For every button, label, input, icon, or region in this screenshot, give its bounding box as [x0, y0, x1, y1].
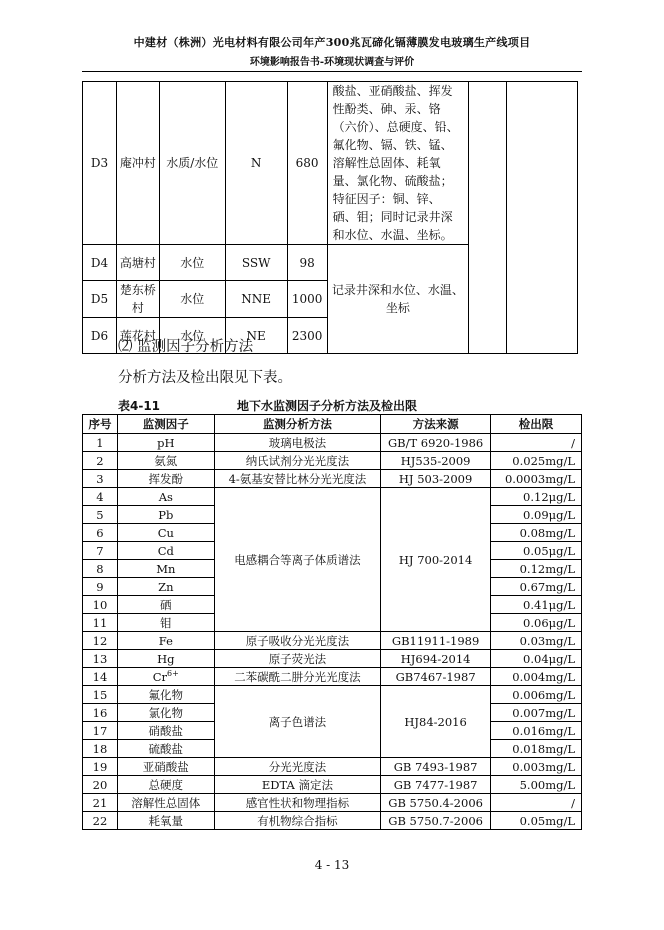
monitor-factor [117, 686, 214, 704]
analysis-method: 二苯碳酰二肼分光光度法 [214, 668, 381, 686]
header-project-title: 中建材（株洲）光电材料有限公司年产300兆瓦碲化镉薄膜发电玻璃生产线项目 [133, 36, 531, 49]
factor-label: 硫酸盐 [148, 741, 184, 756]
monitor-factor [117, 794, 214, 812]
table-row [83, 794, 582, 812]
factor-label: 氨氮 [154, 453, 178, 468]
monitor-factor [117, 650, 214, 668]
distance: 98 [287, 245, 327, 281]
table-body [83, 434, 582, 830]
factor-label: Pb [158, 507, 174, 522]
monitor-factor [117, 488, 214, 506]
factor-label: 氯化物 [148, 705, 184, 720]
detection-limit: 0.12mg/L [491, 560, 582, 578]
factor-superscript: 6+ [167, 669, 179, 679]
table-row [83, 650, 582, 668]
table-row [83, 82, 578, 245]
table-row [83, 668, 582, 686]
factor-label: Fe [158, 633, 173, 648]
method-source: GB 5750.7-2006 [381, 812, 491, 830]
factor-label: 钼 [160, 615, 172, 630]
row-number: 5 [83, 506, 118, 524]
method-source: GB/T 6920-1986 [381, 434, 491, 452]
method-source: HJ694-2014 [381, 650, 491, 668]
row-number: 14 [83, 668, 118, 686]
monitor-factor [117, 758, 214, 776]
row-number: 19 [83, 758, 118, 776]
analysis-method: 玻璃电极法 [214, 434, 381, 452]
analysis-method: 有机物综合指标 [214, 812, 381, 830]
direction: NNE [225, 281, 287, 318]
row-number: 11 [83, 614, 118, 632]
method-source: GB11911-1989 [381, 632, 491, 650]
monitor-factor [117, 776, 214, 794]
point-id: D6 [83, 318, 117, 354]
factor-label: 耗氧量 [148, 813, 184, 828]
detection-limit: 0.016mg/L [491, 722, 582, 740]
monitor-type: 水质/水位 [159, 82, 225, 245]
detection-limit: 0.09μg/L [491, 506, 582, 524]
header-section-title: 环境影响报告书-环境现状调查与评价 [249, 57, 415, 68]
analysis-method: 感官性状和物理指标 [214, 794, 381, 812]
table-row [83, 686, 582, 704]
analysis-methods-table [82, 414, 582, 830]
monitor-factor [117, 452, 214, 470]
monitor-params-merged: 记录井深和水位、水温、坐标 [327, 245, 469, 354]
detection-limit: 0.05mg/L [491, 812, 582, 830]
table-row [83, 632, 582, 650]
row-number: 22 [83, 812, 118, 830]
factor-label: 硒 [160, 597, 172, 612]
table-row [83, 776, 582, 794]
row-number: 17 [83, 722, 118, 740]
row-number: 12 [83, 632, 118, 650]
monitor-factor [117, 434, 214, 452]
factor-label: Cr [152, 669, 168, 684]
table-row [83, 470, 582, 488]
factor-label: Cd [157, 543, 174, 558]
analysis-method: 4-氨基安替比林分光光度法 [214, 470, 381, 488]
monitor-factor [117, 614, 214, 632]
monitoring-points-table [82, 81, 578, 354]
direction: NE [225, 318, 287, 354]
factor-label: Zn [158, 579, 174, 594]
factor-label: Hg [157, 651, 175, 666]
method-source: GB 5750.4-2006 [381, 794, 491, 812]
factor-label: 挥发酚 [148, 471, 184, 486]
header-rule [82, 71, 582, 72]
analysis-method-merged: 电感耦合等离子体质谱法 [214, 488, 381, 632]
method-source-merged: HJ 700-2014 [381, 488, 491, 632]
monitor-factor [117, 704, 214, 722]
row-number: 18 [83, 740, 118, 758]
detection-limit: 0.025mg/L [491, 452, 582, 470]
village-name: 莲花村 [116, 318, 159, 354]
monitor-factor [117, 812, 214, 830]
row-number: 4 [83, 488, 118, 506]
row-number: 16 [83, 704, 118, 722]
monitor-factor [117, 632, 214, 650]
detection-limit: 0.06μg/L [491, 614, 582, 632]
detection-limit: 0.003mg/L [491, 758, 582, 776]
row-number: 9 [83, 578, 118, 596]
row-number: 13 [83, 650, 118, 668]
row-number: 21 [83, 794, 118, 812]
row-number: 8 [83, 560, 118, 578]
distance: 680 [287, 82, 327, 245]
direction: SSW [225, 245, 287, 281]
monitor-factor [117, 542, 214, 560]
table-caption [118, 397, 418, 414]
detection-limit: / [491, 434, 582, 452]
detection-limit: 0.41μg/L [491, 596, 582, 614]
factor-label: 硝酸盐 [148, 723, 184, 738]
distance: 1000 [287, 281, 327, 318]
table-header-row [83, 415, 582, 434]
table-row [83, 488, 582, 506]
caption-number: 表4-11 [118, 399, 161, 413]
detection-limit: 0.007mg/L [491, 704, 582, 722]
analysis-method: 原子荧光法 [214, 650, 381, 668]
col-header: 监测因子 [117, 415, 214, 434]
row-number: 1 [83, 434, 118, 452]
detection-limit: 0.03mg/L [491, 632, 582, 650]
factor-label: 总硬度 [148, 777, 184, 792]
row-number: 10 [83, 596, 118, 614]
analysis-method-merged: 离子色谱法 [214, 686, 381, 758]
row-number: 2 [83, 452, 118, 470]
method-source: GB 7477-1987 [381, 776, 491, 794]
monitor-factor [117, 524, 214, 542]
section-heading: ⑵ 监测因子分析方法 [118, 339, 254, 355]
caption-title: 地下水监测因子分析方法及检出限 [237, 399, 418, 413]
detection-limit: 5.00mg/L [491, 776, 582, 794]
analysis-method: 分光光度法 [214, 758, 381, 776]
monitor-factor [117, 740, 214, 758]
monitor-factor [117, 506, 214, 524]
point-id: D5 [83, 281, 117, 318]
body-paragraph: 分析方法及检出限见下表。 [118, 370, 292, 386]
factor-label: As [158, 489, 173, 504]
village-name: 高塘村 [116, 245, 159, 281]
method-source: GB7467-1987 [381, 668, 491, 686]
table-row [83, 452, 582, 470]
page-number: 4 - 13 [314, 858, 350, 872]
method-source: GB 7493-1987 [381, 758, 491, 776]
point-id: D3 [83, 82, 117, 245]
detection-limit: 0.67mg/L [491, 578, 582, 596]
table-row [83, 812, 582, 830]
monitor-factor [117, 470, 214, 488]
analysis-method: 纳氏试剂分光光度法 [214, 452, 381, 470]
col-header: 序号 [83, 415, 118, 434]
point-id: D4 [83, 245, 117, 281]
method-source: HJ 503-2009 [381, 470, 491, 488]
row-number: 20 [83, 776, 118, 794]
monitor-factor [117, 668, 214, 686]
factor-label: 氟化物 [148, 687, 184, 702]
detection-limit: 0.0003mg/L [491, 470, 582, 488]
detection-limit: 0.006mg/L [491, 686, 582, 704]
analysis-method: 原子吸收分光光度法 [214, 632, 381, 650]
row-number: 7 [83, 542, 118, 560]
detection-limit: 0.05μg/L [491, 542, 582, 560]
col-header: 监测分析方法 [214, 415, 381, 434]
factor-label: 溶解性总固体 [131, 795, 201, 810]
detection-limit: 0.04μg/L [491, 650, 582, 668]
factor-label: pH [157, 435, 175, 450]
factor-label: Cu [157, 525, 174, 540]
monitor-factor [117, 722, 214, 740]
monitor-factor [117, 596, 214, 614]
detection-limit: 0.08mg/L [491, 524, 582, 542]
method-source: HJ535-2009 [381, 452, 491, 470]
col-header: 检出限 [491, 415, 582, 434]
monitor-params: 酸盐、亚硝酸盐、挥发性酚类、砷、汞、铬（六价）、总硬度、铅、氟化物、镉、铁、锰、溶解性总固体、耗氧量、氯化物、硫酸盐；特征因子：铜、锌、硒、钼；同时记录井深和水位、水温、坐标。 [327, 82, 469, 245]
monitor-type: 水位 [159, 281, 225, 318]
monitor-type: 水位 [159, 245, 225, 281]
village-name: 楚东桥村 [116, 281, 159, 318]
factor-label: Mn [156, 561, 176, 576]
factor-label: 亚硝酸盐 [142, 759, 189, 774]
analysis-method: EDTA 滴定法 [214, 776, 381, 794]
detection-limit: / [491, 794, 582, 812]
monitor-type: 水位 [159, 318, 225, 354]
monitor-factor [117, 560, 214, 578]
empty-cell [469, 82, 507, 354]
detection-limit: 0.004mg/L [491, 668, 582, 686]
table-row [83, 434, 582, 452]
row-number: 15 [83, 686, 118, 704]
detection-limit: 0.12μg/L [491, 488, 582, 506]
village-name: 庵冲村 [116, 82, 159, 245]
row-number: 3 [83, 470, 118, 488]
col-header: 方法来源 [381, 415, 491, 434]
distance: 2300 [287, 318, 327, 354]
monitor-factor [117, 578, 214, 596]
table-row [83, 758, 582, 776]
row-number: 6 [83, 524, 118, 542]
method-source-merged: HJ84-2016 [381, 686, 491, 758]
detection-limit: 0.018mg/L [491, 740, 582, 758]
direction: N [225, 82, 287, 245]
empty-cell [507, 82, 578, 354]
